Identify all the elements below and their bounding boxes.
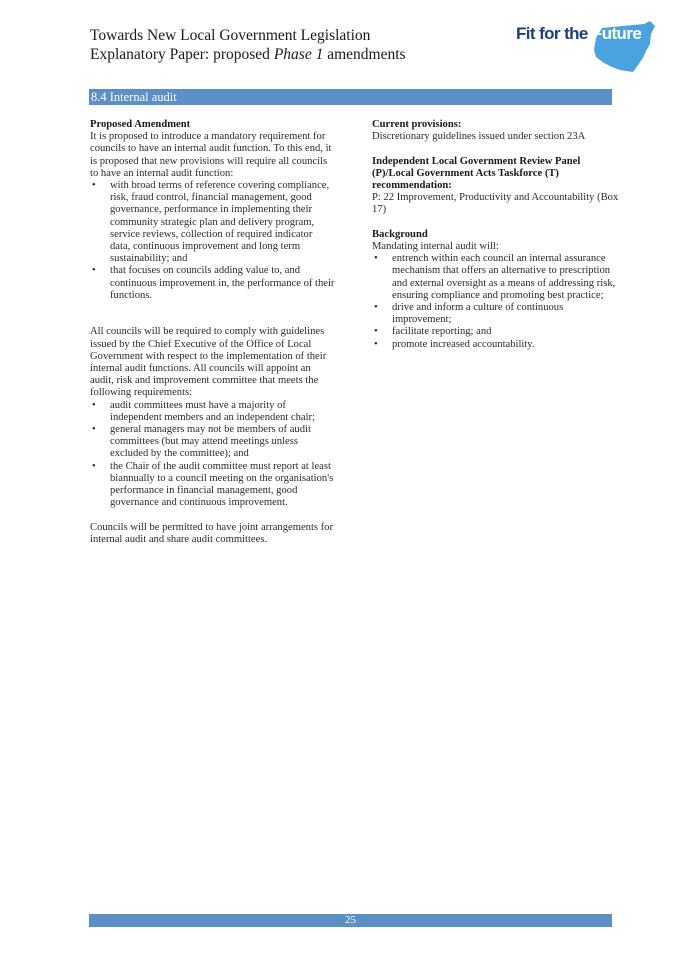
list-item: • audit committees must have a majority of independent members and an independent chair; — [92, 399, 316, 423]
header-subtitle-phase: Phase 1 — [273, 46, 324, 63]
header-subtitle-prefix: Explanatory Paper: proposed — [90, 46, 274, 63]
review-panel-heading: Independent Local Government Review Panel (P)/Local Government Acts Taskforce (T) recommendation: — [372, 155, 581, 191]
list-item: • facilitate reporting; and — [374, 326, 492, 338]
function-requirements-list — [90, 180, 335, 302]
bullet-icon: • — [92, 180, 96, 192]
bullet-icon: • — [374, 253, 378, 265]
header-title-line1: Towards New Local Government Legislation — [90, 27, 371, 44]
logo-text-main: Fit for the — [516, 24, 592, 43]
current-provisions-heading: Current provisions: — [372, 119, 462, 130]
section-title-bar: 8.4 Internal audit — [89, 89, 612, 105]
committee-requirements-list — [90, 400, 335, 510]
bullet-icon: • — [374, 326, 378, 338]
list-item: • drive and inform a culture of continuous improvement; — [374, 302, 564, 326]
bullet-icon: • — [92, 424, 96, 436]
list-item: • the Chair of the audit committee must report at least biannually to a council meeting on the organisation's performance in financial management, good governance and continuous improvement. — [92, 460, 334, 509]
list-item: • that focuses on councils adding value to, and continuous improvement in, the performance of their functions. — [92, 265, 335, 301]
bullet-icon: • — [374, 338, 378, 350]
bullet-icon: • — [92, 460, 96, 472]
current-provisions-text: Discretionary guidelines issued under section 23A — [372, 131, 586, 143]
header-title-line2 — [90, 45, 406, 64]
background-intro: Mandating internal audit will: — [372, 241, 499, 252]
guidelines-paragraph: All councils will be required to comply with guidelines issued by the Chief Executive of the Office of Local Government with respect to the implementation of their internal audit functions. All councils will appoint an audit, risk and improvement committee that meets the following requirements: — [90, 326, 327, 399]
list-item: • general managers may not be members of audit committees (but may attend meetings unless excluded by the committee); and — [92, 424, 311, 460]
bullet-icon: • — [92, 265, 96, 277]
logo-wordmark — [516, 24, 641, 44]
header-subtitle-suffix: amendments — [323, 46, 406, 63]
fit-for-the-future-logo — [516, 20, 658, 76]
list-item: • entrench within each council an internal assurance mechanism that offers an alternative to prescription and external oversight as a means of addressing risk, ensuring compliance and promoting best practice; — [374, 253, 616, 301]
document-header — [90, 26, 406, 64]
review-panel-text: P: 22 Improvement, Productivity and Accountability (Box 17) — [372, 192, 619, 216]
proposed-amendment-heading: Proposed Amendment — [90, 119, 191, 130]
bullet-icon: • — [374, 302, 378, 314]
list-item: • promote increased accountability. — [374, 338, 535, 350]
bullet-icon: • — [92, 399, 96, 411]
logo-text-future: Future — [591, 24, 642, 43]
right-column — [372, 119, 620, 351]
left-column — [90, 119, 335, 546]
joint-arrangements-paragraph: Councils will be permitted to have joint arrangements for internal audit and share audit committees. — [90, 521, 334, 545]
background-heading: Background — [372, 228, 428, 240]
footer-page-number: 25 — [89, 914, 612, 927]
list-item: • with broad terms of reference covering compliance, risk, fraud control, financial management, good governance, performance in implementing their community strategic plan and delivery program, service reviews, collection of required indicator data, continuous improvement and long term sustainability; and — [92, 180, 330, 265]
proposed-amendment-intro: It is proposed to introduce a mandatory requirement for councils to have an internal audit function. To this end, it is proposed that new provisions will require all councils to have an internal audit function: — [90, 131, 332, 179]
background-list — [372, 253, 620, 351]
